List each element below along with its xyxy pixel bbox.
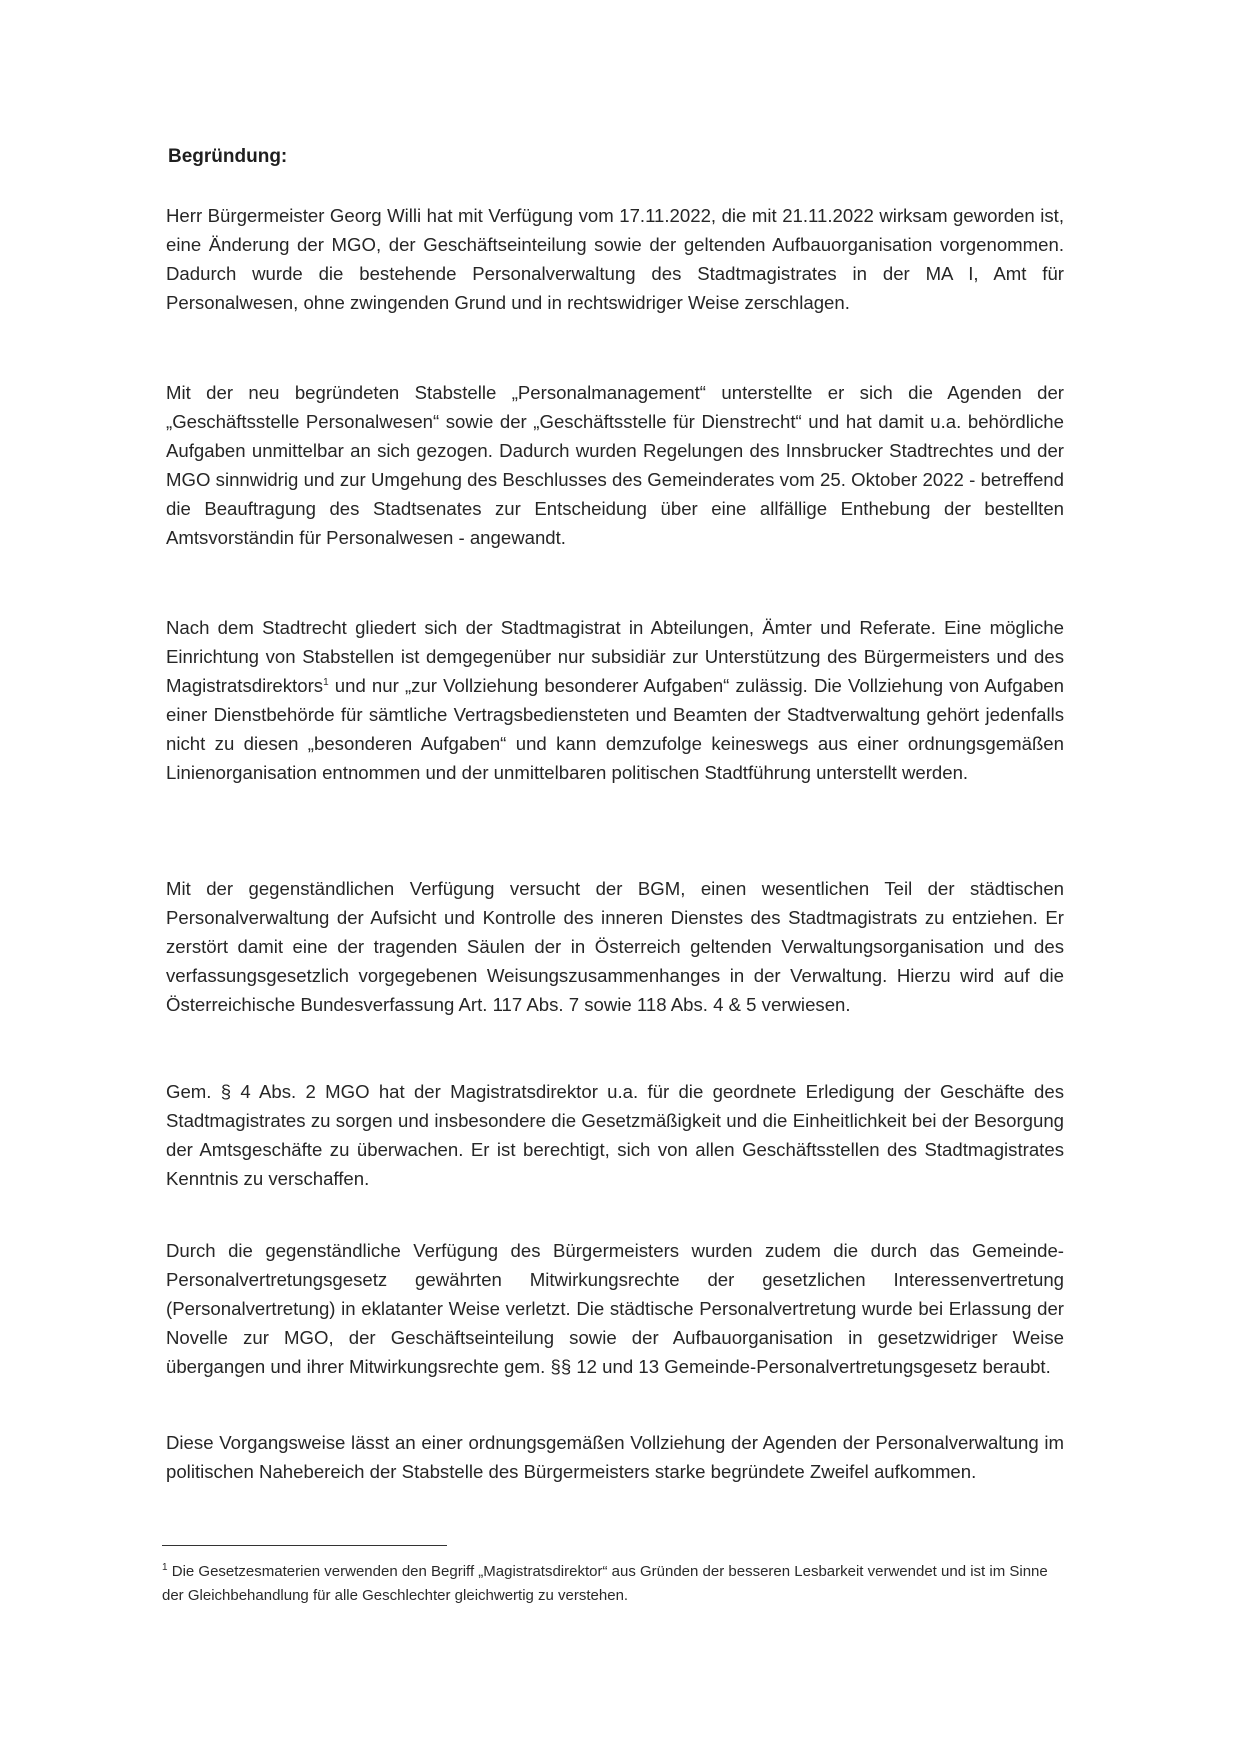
footnote: [162, 1560, 1062, 1608]
paragraph-4: Mit der gegenständlichen Verfügung versucht der BGM, einen wesentlichen Teil der städtischen Personalverwaltung der Aufsicht und Kontrolle des inneren Dienstes des Stadtmagistrats zu entziehen. Er zerstört damit eine der tragenden Säulen der in Österreich geltenden Verwaltungsorganisation und des verfassungsgesetzlich vorgegebenen Weisungszusammenhanges in der Verwaltung. Hierzu wird auf die Österreichische Bundesverfassung Art. 117 Abs. 7 sowie 118 Abs. 4 & 5 verwiesen.: [166, 878, 1064, 1015]
paragraph-2: Mit der neu begründeten Stabstelle „Personalmanagement“ unterstellte er sich die Agenden der „Geschäftsstelle Personalwesen“ sowie der „Geschäftsstelle für Dienstrecht“ und hat damit u.a. behördliche Aufgaben unmittelbar an sich gezogen. Dadurch wurden Regelungen des Innsbrucker Stadtrechtes und der MGO sinnwidrig und zur Umgehung des Beschlusses des Gemeinderates vom 25. Oktober 2022 - betreffend die Beauftragung des Stadtsenates zur Entscheidung über eine allfällige Enthebung der bestellten Amtsvorständin für Personalwesen - angewandt.: [166, 382, 1064, 548]
paragraph-3-text-after: und nur „zur Vollziehung besonderer Aufgaben“ zulässig. Die Vollziehung von Aufgaben einer Dienstbehörde für sämtliche Vertragsbediensteten und Beamten der Stadtverwaltung gehört jedenfalls nicht zu diesen „besonderen Aufgaben“ und kann demzufolge keineswegs aus einer ordnungsgemäßen Linienorganisation entnommen und der unmittelbaren politischen Stadtführung unterstellt werden.: [166, 675, 1064, 783]
footnote-text: Die Gesetzesmaterien verwenden den Begriff „Magistratsdirektor“ aus Gründen der besseren Lesbarkeit verwendet und ist im Sinne der Gleichbehandlung für alle Geschlechter gleichwertig zu verstehen.: [162, 1563, 1048, 1604]
footnote-separator: [162, 1545, 447, 1546]
footnote-mark: 1: [162, 1562, 168, 1573]
paragraph-6: Durch die gegenständliche Verfügung des Bürgermeisters wurden zudem die durch das Gemeinde-Personalvertretungsgesetz gewährten Mitwirkungsrechte der gesetzlichen Interessenvertretung (Personalvertretung) in eklatanter Weise verletzt. Die städtische Personalvertretung wurde bei Erlassung der Novelle zur MGO, der Geschäftseinteilung sowie der Aufbauorganisation in gesetzwidriger Weise übergangen und ihrer Mitwirkungsrechte gem. §§ 12 und 13 Gemeinde-Personalvertretungsgesetz beraubt.: [166, 1240, 1064, 1377]
paragraph-1: Herr Bürgermeister Georg Willi hat mit Verfügung vom 17.11.2022, die mit 21.11.2022 wirksam geworden ist, eine Änderung der MGO, der Geschäftseinteilung sowie der geltenden Aufbauorganisation vorgenommen. Dadurch wurde die bestehende Personalverwaltung des Stadtmagistrates in der MA I, Amt für Personalwesen, ohne zwingenden Grund und in rechtswidriger Weise zerschlagen.: [166, 205, 1064, 313]
paragraph-3-text-before: Nach dem Stadtrecht gliedert sich der Stadtmagistrat in Abteilungen, Ämter und Referate. Eine mögliche Einrichtung von Stabstellen ist demgegenüber nur subsidiär zur Unterstützung des Bürgermeisters und des Magistratsdirektors: [166, 617, 1064, 696]
paragraph-3: [166, 613, 1064, 787]
section-heading: Begründung:: [168, 146, 288, 167]
paragraph-7: Diese Vorgangsweise lässt an einer ordnungsgemäßen Vollziehung der Agenden der Personalverwaltung im politischen Nahebereich der Stabstelle des Bürgermeisters starke begründete Zweifel aufkommen.: [166, 1432, 1064, 1482]
paragraph-5: Gem. § 4 Abs. 2 MGO hat der Magistratsdirektor u.a. für die geordnete Erledigung der Geschäfte des Stadtmagistrates zu sorgen und insbesondere die Gesetzmäßigkeit und die Einheitlichkeit bei der Besorgung der Amtsgeschäfte zu überwachen. Er ist berechtigt, sich von allen Geschäftsstellen des Stadtmagistrates Kenntnis zu verschaffen.: [166, 1081, 1064, 1189]
footnote-reference: 1: [323, 676, 329, 688]
